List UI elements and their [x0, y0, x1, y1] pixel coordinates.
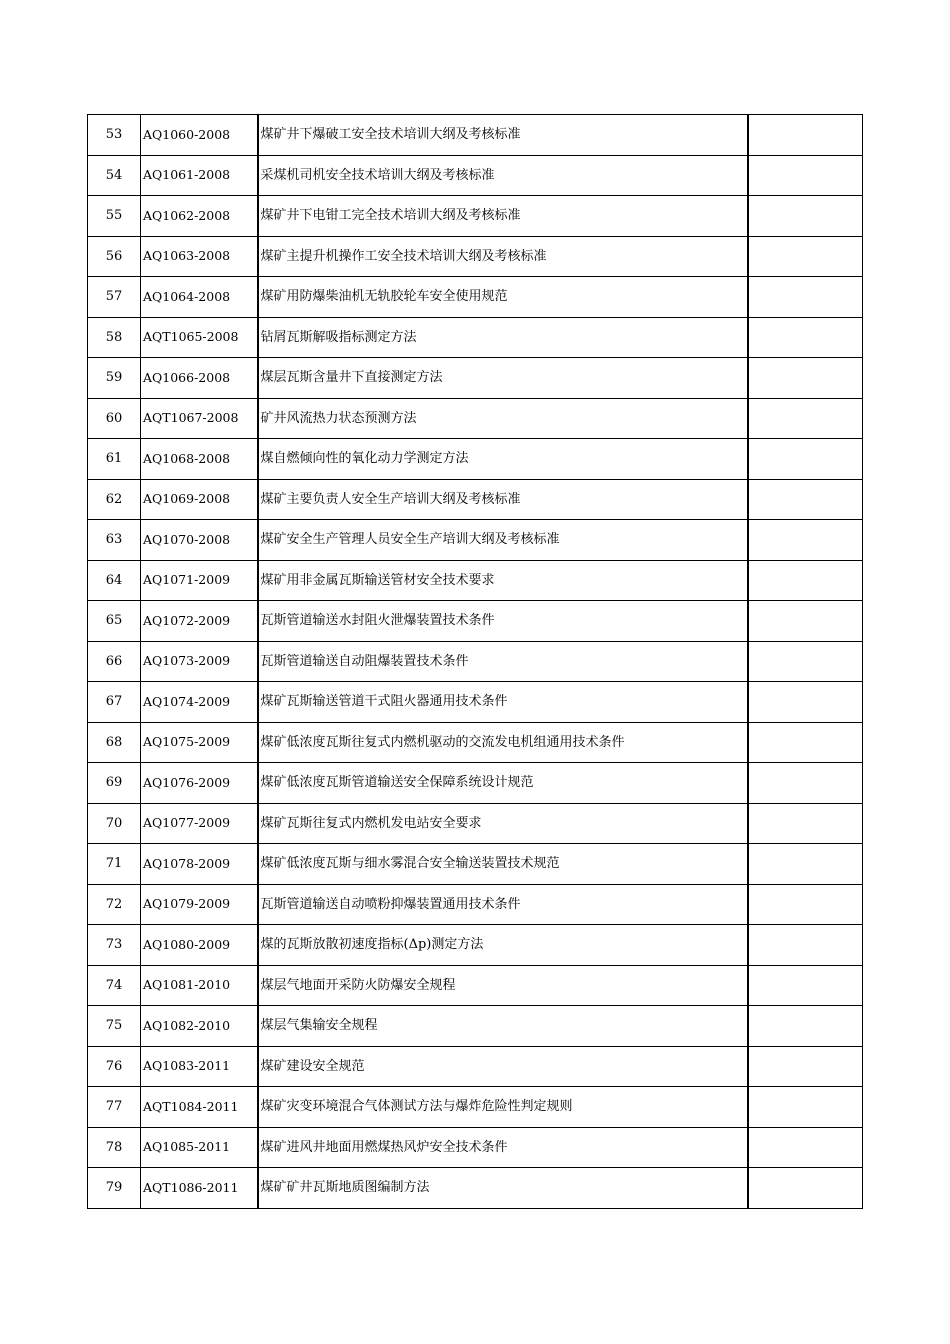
standard-code-cell: AQ1082-2010	[141, 1006, 258, 1047]
standard-title-cell: 煤矿井下爆破工安全技术培训大纲及考核标准	[258, 115, 748, 156]
note-cell	[748, 1087, 863, 1128]
note-cell	[748, 965, 863, 1006]
standard-code-cell: AQ1080-2009	[141, 925, 258, 966]
note-cell	[748, 682, 863, 723]
note-cell	[748, 398, 863, 439]
standard-code-cell: AQ1071-2009	[141, 560, 258, 601]
table-row	[88, 560, 863, 601]
table-row	[88, 1046, 863, 1087]
note-cell	[748, 317, 863, 358]
standard-code-cell: AQT1084-2011	[141, 1087, 258, 1128]
table-row	[88, 317, 863, 358]
note-cell	[748, 763, 863, 804]
standard-code-cell: AQ1066-2008	[141, 358, 258, 399]
row-number-cell: 61	[88, 439, 141, 480]
standard-title-cell: 矿井风流热力状态预测方法	[258, 398, 748, 439]
standard-title-cell: 煤矿瓦斯往复式内燃机发电站安全要求	[258, 803, 748, 844]
standard-title-cell: 煤的瓦斯放散初速度指标(Δp)测定方法	[258, 925, 748, 966]
standard-code-cell: AQT1067-2008	[141, 398, 258, 439]
standard-title-cell: 瓦斯管道输送自动喷粉抑爆装置通用技术条件	[258, 884, 748, 925]
note-cell	[748, 520, 863, 561]
standard-code-cell: AQ1079-2009	[141, 884, 258, 925]
standard-code-cell: AQ1060-2008	[141, 115, 258, 156]
note-cell	[748, 560, 863, 601]
standard-code-cell: AQ1085-2011	[141, 1127, 258, 1168]
row-number-cell: 66	[88, 641, 141, 682]
row-number-cell: 60	[88, 398, 141, 439]
standard-title-cell: 煤矿建设安全规范	[258, 1046, 748, 1087]
row-number-cell: 73	[88, 925, 141, 966]
table-row	[88, 844, 863, 885]
row-number-cell: 59	[88, 358, 141, 399]
note-cell	[748, 358, 863, 399]
row-number-cell: 65	[88, 601, 141, 642]
note-cell	[748, 803, 863, 844]
note-cell	[748, 236, 863, 277]
row-number-cell: 62	[88, 479, 141, 520]
row-number-cell: 75	[88, 1006, 141, 1047]
standard-code-cell: AQ1078-2009	[141, 844, 258, 885]
row-number-cell: 67	[88, 682, 141, 723]
standard-code-cell: AQ1061-2008	[141, 155, 258, 196]
row-number-cell: 78	[88, 1127, 141, 1168]
standard-code-cell: AQ1068-2008	[141, 439, 258, 480]
standard-code-cell: AQ1075-2009	[141, 722, 258, 763]
standard-title-cell: 钻屑瓦斯解吸指标测定方法	[258, 317, 748, 358]
table-row	[88, 277, 863, 318]
row-number-cell: 63	[88, 520, 141, 561]
table-row	[88, 520, 863, 561]
standard-title-cell: 煤矿低浓度瓦斯往复式内燃机驱动的交流发电机组通用技术条件	[258, 722, 748, 763]
standard-code-cell: AQ1076-2009	[141, 763, 258, 804]
standard-title-cell: 煤矿井下电钳工完全技术培训大纲及考核标准	[258, 196, 748, 237]
table-row	[88, 439, 863, 480]
table-row	[88, 115, 863, 156]
row-number-cell: 72	[88, 884, 141, 925]
standard-code-cell: AQ1069-2008	[141, 479, 258, 520]
standard-title-cell: 煤矿低浓度瓦斯管道输送安全保障系统设计规范	[258, 763, 748, 804]
row-number-cell: 64	[88, 560, 141, 601]
table-row	[88, 358, 863, 399]
note-cell	[748, 277, 863, 318]
note-cell	[748, 115, 863, 156]
row-number-cell: 68	[88, 722, 141, 763]
note-cell	[748, 601, 863, 642]
standard-code-cell: AQ1074-2009	[141, 682, 258, 723]
standard-title-cell: 煤层瓦斯含量井下直接测定方法	[258, 358, 748, 399]
row-number-cell: 56	[88, 236, 141, 277]
standards-table	[87, 114, 863, 1209]
table-row	[88, 398, 863, 439]
table-row	[88, 965, 863, 1006]
standard-code-cell: AQ1063-2008	[141, 236, 258, 277]
row-number-cell: 77	[88, 1087, 141, 1128]
note-cell	[748, 479, 863, 520]
standard-code-cell: AQ1062-2008	[141, 196, 258, 237]
table-row	[88, 641, 863, 682]
table-row	[88, 479, 863, 520]
standard-title-cell: 煤矿瓦斯输送管道干式阻火器通用技术条件	[258, 682, 748, 723]
table-row	[88, 682, 863, 723]
standard-title-cell: 煤层气地面开采防火防爆安全规程	[258, 965, 748, 1006]
table-row	[88, 884, 863, 925]
standard-title-cell: 煤自燃倾向性的氧化动力学测定方法	[258, 439, 748, 480]
standard-title-cell: 煤矿矿井瓦斯地质图编制方法	[258, 1168, 748, 1209]
standard-title-cell: 煤矿低浓度瓦斯与细水雾混合安全输送装置技术规范	[258, 844, 748, 885]
row-number-cell: 76	[88, 1046, 141, 1087]
standard-code-cell: AQ1072-2009	[141, 601, 258, 642]
row-number-cell: 53	[88, 115, 141, 156]
table-row	[88, 803, 863, 844]
row-number-cell: 55	[88, 196, 141, 237]
standard-title-cell: 煤矿安全生产管理人员安全生产培训大纲及考核标准	[258, 520, 748, 561]
standard-title-cell: 煤层气集输安全规程	[258, 1006, 748, 1047]
standard-code-cell: AQ1064-2008	[141, 277, 258, 318]
row-number-cell: 70	[88, 803, 141, 844]
standards-table-body	[88, 115, 863, 1209]
note-cell	[748, 1006, 863, 1047]
row-number-cell: 74	[88, 965, 141, 1006]
table-row	[88, 196, 863, 237]
standard-title-cell: 瓦斯管道输送水封阻火泄爆装置技术条件	[258, 601, 748, 642]
row-number-cell: 57	[88, 277, 141, 318]
table-row	[88, 236, 863, 277]
note-cell	[748, 884, 863, 925]
row-number-cell: 71	[88, 844, 141, 885]
standard-title-cell: 煤矿用防爆柴油机无轨胶轮车安全使用规范	[258, 277, 748, 318]
note-cell	[748, 1168, 863, 1209]
standard-code-cell: AQT1065-2008	[141, 317, 258, 358]
table-row	[88, 925, 863, 966]
standard-code-cell: AQ1081-2010	[141, 965, 258, 1006]
note-cell	[748, 155, 863, 196]
table-row	[88, 722, 863, 763]
note-cell	[748, 196, 863, 237]
table-row	[88, 1168, 863, 1209]
table-row	[88, 1006, 863, 1047]
standard-title-cell: 煤矿进风井地面用燃煤热风炉安全技术条件	[258, 1127, 748, 1168]
row-number-cell: 58	[88, 317, 141, 358]
standard-code-cell: AQ1073-2009	[141, 641, 258, 682]
note-cell	[748, 1046, 863, 1087]
row-number-cell: 54	[88, 155, 141, 196]
note-cell	[748, 439, 863, 480]
note-cell	[748, 844, 863, 885]
table-row	[88, 155, 863, 196]
table-row	[88, 1127, 863, 1168]
standard-title-cell: 采煤机司机安全技术培训大纲及考核标准	[258, 155, 748, 196]
note-cell	[748, 925, 863, 966]
note-cell	[748, 1127, 863, 1168]
note-cell	[748, 641, 863, 682]
standard-code-cell: AQ1083-2011	[141, 1046, 258, 1087]
standard-code-cell: AQT1086-2011	[141, 1168, 258, 1209]
standard-title-cell: 瓦斯管道输送自动阻爆装置技术条件	[258, 641, 748, 682]
note-cell	[748, 722, 863, 763]
standard-code-cell: AQ1070-2008	[141, 520, 258, 561]
table-row	[88, 1087, 863, 1128]
standard-code-cell: AQ1077-2009	[141, 803, 258, 844]
table-row	[88, 601, 863, 642]
standard-title-cell: 煤矿用非金属瓦斯输送管材安全技术要求	[258, 560, 748, 601]
row-number-cell: 79	[88, 1168, 141, 1209]
standard-title-cell: 煤矿主要负责人安全生产培训大纲及考核标准	[258, 479, 748, 520]
row-number-cell: 69	[88, 763, 141, 804]
standard-title-cell: 煤矿灾变环境混合气体测试方法与爆炸危险性判定规则	[258, 1087, 748, 1128]
table-row	[88, 763, 863, 804]
standard-title-cell: 煤矿主提升机操作工安全技术培训大纲及考核标准	[258, 236, 748, 277]
